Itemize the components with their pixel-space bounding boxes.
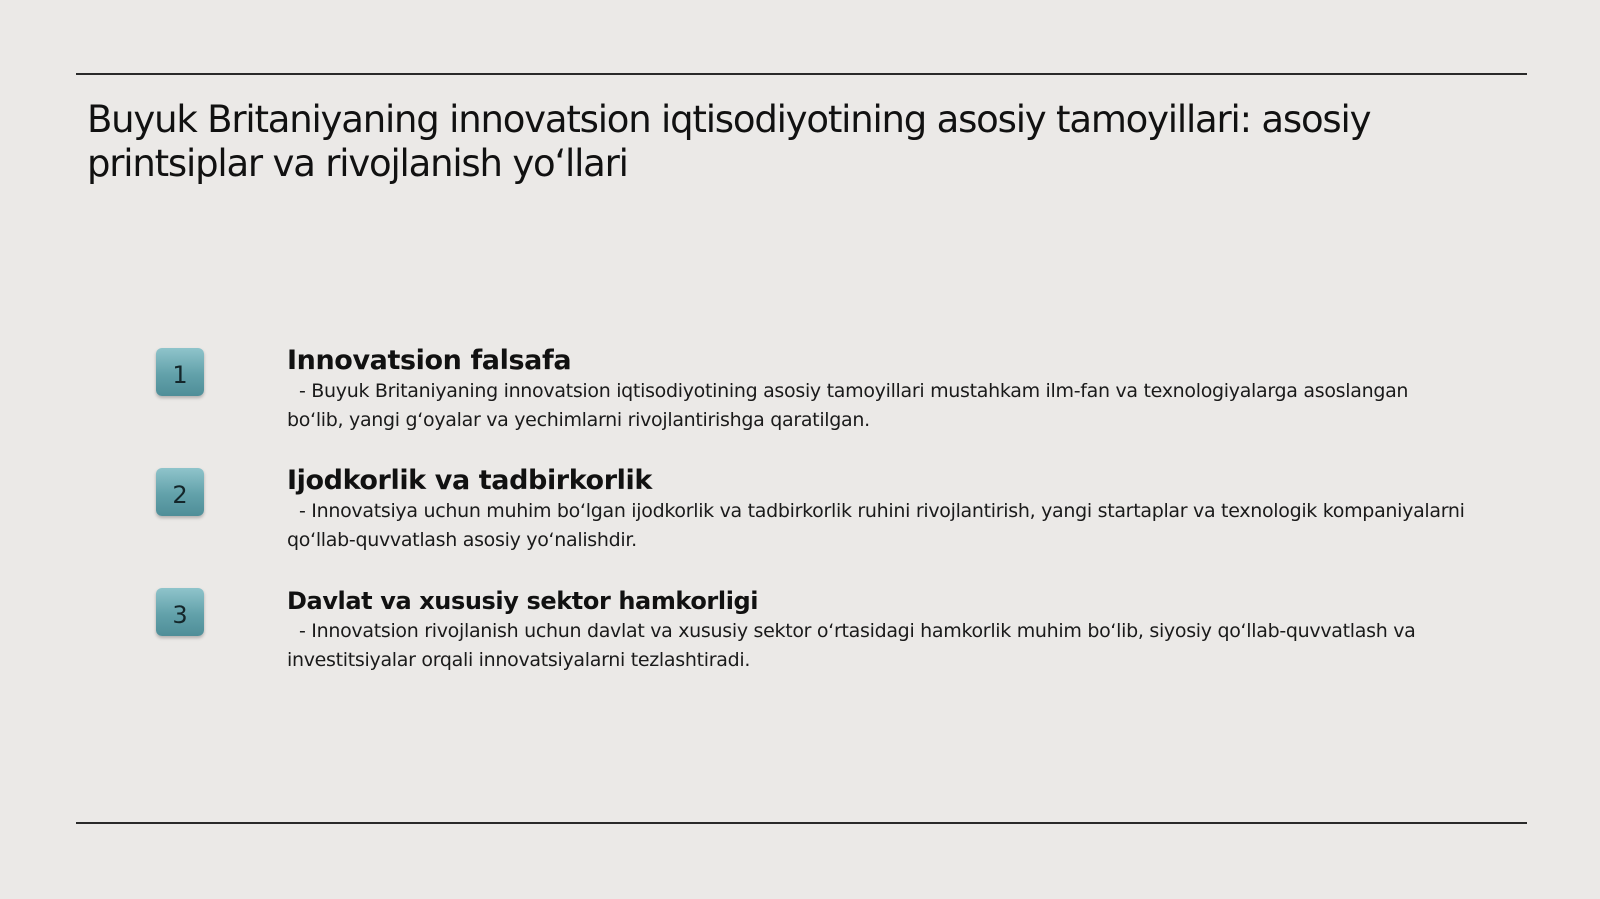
item-description [287, 497, 1467, 555]
item-description [287, 377, 1467, 435]
item-heading: Davlat va xususiy sektor hamkorligi [287, 587, 759, 615]
item-description-text: - Innovatsiya uchun muhim bo‘lgan ijodkorlik va tadbirkorlik ruhini rivojlantirish, yangi startaplar va texnologik kompaniyalarni qo‘llab-quvvatlash asosiy yo‘nalishdir. [287, 500, 1465, 551]
slide-title: Buyuk Britaniyaning innovatsion iqtisodiyotining asosiy tamoyillari: asosiy printsiplar va rivojlanish yo‘llari [87, 98, 1371, 185]
bottom-divider [76, 822, 1527, 824]
number-badge: 2 [156, 468, 204, 516]
top-divider [76, 73, 1527, 75]
item-heading: Ijodkorlik va tadbirkorlik [287, 465, 652, 496]
item-heading: Innovatsion falsafa [287, 345, 572, 376]
item-description-text: - Buyuk Britaniyaning innovatsion iqtisodiyotining asosiy tamoyillari mustahkam ilm-fan va texnologiyalarga asoslangan bo‘lib, yangi g‘oyalar va yechimlarni rivojlantirishga qaratilgan. [287, 380, 1409, 431]
item-description-text: - Innovatsion rivojlanish uchun davlat va xususiy sektor o‘rtasidagi hamkorlik muhim bo‘lib, siyosiy qo‘llab-quvvatlash va investitsiyalar orqali innovatsiyalarni tezlashtiradi. [287, 620, 1416, 671]
number-badge: 3 [156, 588, 204, 636]
item-description [287, 617, 1467, 675]
number-badge: 1 [156, 348, 204, 396]
